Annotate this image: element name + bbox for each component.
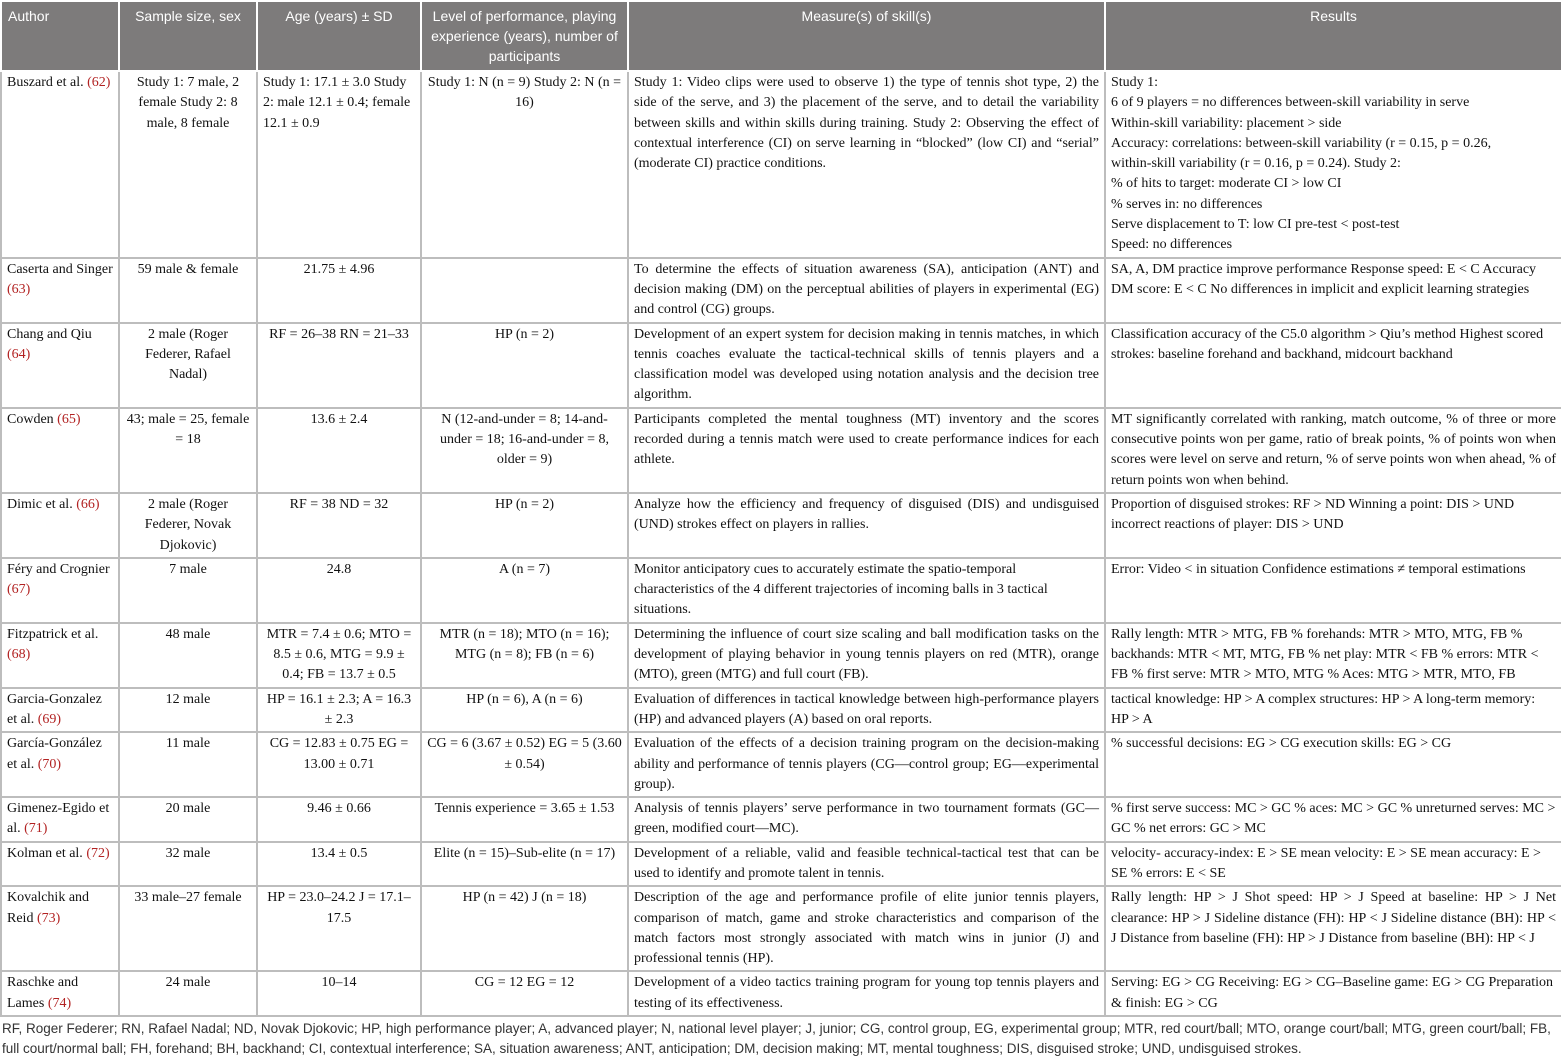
table-row bbox=[1, 71, 1561, 258]
table-row bbox=[1, 558, 1561, 623]
table-row bbox=[1, 971, 1561, 1016]
reference-link[interactable]: (67) bbox=[7, 582, 31, 598]
cell-results bbox=[1105, 71, 1561, 258]
cell-age: 13.6 ± 2.4 bbox=[257, 408, 421, 493]
table-row bbox=[1, 842, 1561, 887]
author-name: Kolman et al. bbox=[7, 845, 87, 861]
cell-age: 21.75 ± 4.96 bbox=[257, 258, 421, 323]
cell-results: Classification accuracy of the C5.0 algorithm > Qiu’s method Highest scored strokes: baseline forehand and backhand, midcourt backhand bbox=[1105, 323, 1561, 408]
cell-age: 24.8 bbox=[257, 558, 421, 623]
cell-results: velocity- accuracy-index: E > SE mean velocity: E > SE mean accuracy: E > SE % errors: E < SE bbox=[1105, 842, 1561, 887]
cell-measure: To determine the effects of situation awareness (SA), anticipation (ANT) and decision making (DM) on the perceptual abilities of players in experimental (EG) and control (CG) groups. bbox=[628, 258, 1105, 323]
cell-measure: Development of a video tactics training program for young top tennis players and testing of its effectiveness. bbox=[628, 971, 1105, 1016]
author-name: Féry and Crognier bbox=[7, 561, 110, 577]
cell-age: 13.4 ± 0.5 bbox=[257, 842, 421, 887]
cell-author bbox=[1, 688, 119, 733]
reference-link[interactable]: (69) bbox=[37, 711, 62, 727]
table-footnote: RF, Roger Federer; RN, Rafael Nadal; ND, Novak Djokovic; HP, high performance player; A, advanced player; N, national level player; J, junior; CG, control group, EG, experimental group; MTR, red court/ball; MTO, orange court/ball; MTG, green court/ball; FB, full court/normal ball; FH, forehand; BH, backhand; CI, contextual interference; SA, situation awareness; ANT, anticipation; DM, decision making; MT, mental toughness; DIS, disguised stroke; UND, undisguised strokes. bbox=[2, 1021, 1551, 1056]
cell-author bbox=[1, 842, 119, 887]
cell-results: Rally length: HP > J Shot speed: HP > J Speed at baseline: HP > J Net clearance: HP > J Sideline distance (FH): HP < J Sideline distance (BH): HP < J Distance from baseline (FH): HP > J Distance from baseline (BH): HP < J bbox=[1105, 886, 1561, 971]
cell-author bbox=[1, 732, 119, 797]
reference-link[interactable]: (66) bbox=[76, 496, 100, 512]
cell-results: MT significantly correlated with ranking, match outcome, % of three or more consecutive points won per game, ratio of break points, % of points won when scores were level on serve and return, % of serve points won when ahead, % of return points won when behind. bbox=[1105, 408, 1561, 493]
table-row bbox=[1, 688, 1561, 733]
author-name: Fitzpatrick et al. bbox=[7, 626, 99, 642]
cell-sample: 7 male bbox=[119, 558, 257, 623]
author-name: Garcia-Gonzalez et al. bbox=[7, 691, 102, 727]
header-sample: Sample size, sex bbox=[119, 1, 257, 71]
cell-results: Serving: EG > CG Receiving: EG > CG–Baseline game: EG > CG Preparation & finish: EG > CG bbox=[1105, 971, 1561, 1016]
cell-author bbox=[1, 408, 119, 493]
results-line: Serve displacement to T: low CI pre-test < post-test bbox=[1111, 217, 1400, 233]
table-row bbox=[1, 258, 1561, 323]
reference-link[interactable]: (73) bbox=[36, 910, 61, 926]
results-line: % of hits to target: moderate CI > low CI bbox=[1111, 176, 1342, 192]
author-name: García-González et al. bbox=[7, 736, 102, 772]
results-line: Speed: no differences bbox=[1111, 237, 1233, 253]
header-age: Age (years) ± SD bbox=[257, 1, 421, 71]
header-level: Level of performance, playing experience (years), number of participants bbox=[421, 1, 628, 71]
cell-age: RF = 26–38 RN = 21–33 bbox=[257, 323, 421, 408]
cell-age: HP = 23.0–24.2 J = 17.1–17.5 bbox=[257, 886, 421, 971]
reference-link[interactable]: (62) bbox=[87, 75, 111, 90]
cell-author bbox=[1, 797, 119, 842]
cell-measure: Evaluation of differences in tactical knowledge between high-performance players (HP) and advanced players (A) based on oral reports. bbox=[628, 688, 1105, 733]
cell-sample: 20 male bbox=[119, 797, 257, 842]
cell-sample: 12 male bbox=[119, 688, 257, 733]
cell-level: HP (n = 6), A (n = 6) bbox=[421, 688, 628, 733]
cell-measure: Determining the influence of court size scaling and ball modification tasks on the development of playing behavior in young tennis players on red (MTR), orange (MTO), green (MTG) and full court (FB). bbox=[628, 623, 1105, 688]
cell-results: % successful decisions: EG > CG execution skills: EG > CG bbox=[1105, 732, 1561, 797]
cell-level: MTR (n = 18); MTO (n = 16); MTG (n = 8); FB (n = 6) bbox=[421, 623, 628, 688]
author-name: Gimenez-Egido et al. bbox=[7, 801, 110, 837]
cell-measure: Development of a reliable, valid and feasible technical-tactical test that can be used to identify and promote talent in tennis. bbox=[628, 842, 1105, 887]
results-line: Study 1: bbox=[1111, 75, 1159, 90]
reference-link[interactable]: (72) bbox=[86, 845, 110, 861]
cell-sample: 59 male & female bbox=[119, 258, 257, 323]
cell-sample: 11 male bbox=[119, 732, 257, 797]
cell-results: tactical knowledge: HP > A complex structures: HP > A long-term memory: HP > A bbox=[1105, 688, 1561, 733]
cell-age: CG = 12.83 ± 0.75 EG = 13.00 ± 0.71 bbox=[257, 732, 421, 797]
results-line: Accuracy: correlations: between-skill variability (r = 0.15, p = 0.26, bbox=[1111, 135, 1492, 151]
author-name: Chang and Qiu bbox=[7, 326, 92, 342]
cell-sample: 24 male bbox=[119, 971, 257, 1016]
cell-measure: Participants completed the mental toughness (MT) inventory and the scores recorded during a tennis match were used to create performance indices for each athlete. bbox=[628, 408, 1105, 493]
cell-level: Study 1: N (n = 9) Study 2: N (n = 16) bbox=[421, 71, 628, 258]
cell-results: % first serve success: MC > GC % aces: MC > GC % unreturned serves: MC > GC % net errors: GC > MC bbox=[1105, 797, 1561, 842]
cell-measure: Development of an expert system for decision making in tennis matches, in which tennis coaches evaluate the tactical-technical skills of tennis players and a classification model was developed using notation analysis and the decision tree algorithm. bbox=[628, 323, 1105, 408]
cell-author bbox=[1, 971, 119, 1016]
cell-author bbox=[1, 886, 119, 971]
cell-sample: 32 male bbox=[119, 842, 257, 887]
table-row bbox=[1, 732, 1561, 797]
table-row bbox=[1, 408, 1561, 493]
cell-age: Study 1: 17.1 ± 3.0 Study 2: male 12.1 ± 0.4; female 12.1 ± 0.9 bbox=[257, 71, 421, 258]
cell-measure: Description of the age and performance profile of elite junior tennis players, comparison of match, game and stroke characteristics and comparison of the match factors most strongly associated with match wins in junior (J) and professional tennis (HP). bbox=[628, 886, 1105, 971]
header-results: Results bbox=[1105, 1, 1561, 71]
cell-sample: 48 male bbox=[119, 623, 257, 688]
cell-age: 10–14 bbox=[257, 971, 421, 1016]
cell-measure: Analysis of tennis players’ serve performance in two tournament formats (GC—green, modified court—MC). bbox=[628, 797, 1105, 842]
table-row bbox=[1, 797, 1561, 842]
cell-age: 9.46 ± 0.66 bbox=[257, 797, 421, 842]
cell-author bbox=[1, 71, 119, 258]
cell-age: MTR = 7.4 ± 0.6; MTO = 8.5 ± 0.6, MTG = 9.9 ± 0.4; FB = 13.7 ± 0.5 bbox=[257, 623, 421, 688]
reference-link[interactable]: (65) bbox=[57, 411, 81, 427]
cell-level: Elite (n = 15)–Sub-elite (n = 17) bbox=[421, 842, 628, 887]
cell-level: CG = 12 EG = 12 bbox=[421, 971, 628, 1016]
cell-author bbox=[1, 558, 119, 623]
reference-link[interactable]: (71) bbox=[24, 821, 48, 837]
cell-sample: 43; male = 25, female = 18 bbox=[119, 408, 257, 493]
reference-link[interactable]: (70) bbox=[37, 756, 62, 772]
author-name: Dimic et al. bbox=[7, 496, 77, 512]
cell-sample: 2 male (Roger Federer, Novak Djokovic) bbox=[119, 493, 257, 558]
cell-level: HP (n = 2) bbox=[421, 493, 628, 558]
results-line: % serves in: no differences bbox=[1111, 196, 1263, 212]
cell-level: HP (n = 42) J (n = 18) bbox=[421, 886, 628, 971]
reference-link[interactable]: (63) bbox=[7, 281, 31, 297]
cell-level: N (12-and-under = 8; 14-and-under = 18; 16-and-under = 8, older = 9) bbox=[421, 408, 628, 493]
cell-author bbox=[1, 258, 119, 323]
cell-results: Proportion of disguised strokes: RF > ND Winning a point: DIS > UND incorrect reactions of player: DIS > UND bbox=[1105, 493, 1561, 558]
header-author: Author bbox=[1, 1, 119, 71]
cell-level: Tennis experience = 3.65 ± 1.53 bbox=[421, 797, 628, 842]
cell-author bbox=[1, 323, 119, 408]
reference-link[interactable]: (68) bbox=[7, 647, 31, 663]
results-line: Within-skill variability: placement > side bbox=[1111, 115, 1342, 131]
cell-author bbox=[1, 623, 119, 688]
cell-level: HP (n = 2) bbox=[421, 323, 628, 408]
cell-sample: 33 male–27 female bbox=[119, 886, 257, 971]
results-line: within-skill variability (r = 0.16, p = 0.24). Study 2: bbox=[1111, 156, 1401, 172]
author-name: Kovalchik and Reid bbox=[7, 890, 90, 926]
cell-age: HP = 16.1 ± 2.3; A = 16.3 ± 2.3 bbox=[257, 688, 421, 733]
cell-measure: Evaluation of the effects of a decision training program on the decision-making ability and performance of tennis players (CG—control group; EG—experimental group). bbox=[628, 732, 1105, 797]
reference-link[interactable]: (74) bbox=[47, 995, 72, 1011]
cell-author bbox=[1, 493, 119, 558]
results-line: 6 of 9 players = no differences between-skill variability in serve bbox=[1111, 95, 1470, 111]
header-row bbox=[1, 1, 1561, 71]
table-row bbox=[1, 886, 1561, 971]
cell-results: Error: Video < in situation Confidence estimations ≠ temporal estimations bbox=[1105, 558, 1561, 623]
cell-measure: Monitor anticipatory cues to accurately estimate the spatio-temporal characteristics of the 4 different trajectories of incoming balls in 3 tactical situations. bbox=[628, 558, 1105, 623]
header-measure: Measure(s) of skill(s) bbox=[628, 1, 1105, 71]
cell-measure: Analyze how the efficiency and frequency of disguised (DIS) and undisguised (UND) strokes effect on players in rallies. bbox=[628, 493, 1105, 558]
author-name: Raschke and Lames bbox=[7, 975, 79, 1011]
cell-level: CG = 6 (3.67 ± 0.52) EG = 5 (3.60 ± 0.54) bbox=[421, 732, 628, 797]
cell-age: RF = 38 ND = 32 bbox=[257, 493, 421, 558]
table-row bbox=[1, 323, 1561, 408]
cell-sample: Study 1: 7 male, 2 female Study 2: 8 male, 8 female bbox=[119, 71, 257, 258]
table-row bbox=[1, 623, 1561, 688]
cell-level: A (n = 7) bbox=[421, 558, 628, 623]
author-name: Cowden bbox=[7, 411, 58, 427]
author-name: Caserta and Singer bbox=[7, 261, 113, 277]
cell-measure: Study 1: Video clips were used to observe 1) the type of tennis shot type, 2) the side of the serve, and 3) the placement of the serve, and to detail the variability between skills and within skills during training. Study 2: Observing the effect of contextual interference (CI) on serve learning in “blocked” (low CI) and “serial” (moderate CI) practice conditions. bbox=[628, 71, 1105, 258]
cell-results: Rally length: MTR > MTG, FB % forehands: MTR > MTO, MTG, FB % backhands: MTR < MT, MTG, FB % net play: MTR < FB % errors: MTR < FB % first serve: MTR > MTO, MTG % Aces: MTG > MTR, MTO, FB bbox=[1105, 623, 1561, 688]
table-row bbox=[1, 493, 1561, 558]
cell-level bbox=[421, 258, 628, 323]
cell-results: SA, A, DM practice improve performance Response speed: E < C Accuracy DM score: E < C No differences in implicit and explicit learning strategies bbox=[1105, 258, 1561, 323]
reference-link[interactable]: (64) bbox=[7, 346, 31, 362]
cell-sample: 2 male (Roger Federer, Rafael Nadal) bbox=[119, 323, 257, 408]
author-name: Buszard et al. bbox=[7, 75, 88, 90]
